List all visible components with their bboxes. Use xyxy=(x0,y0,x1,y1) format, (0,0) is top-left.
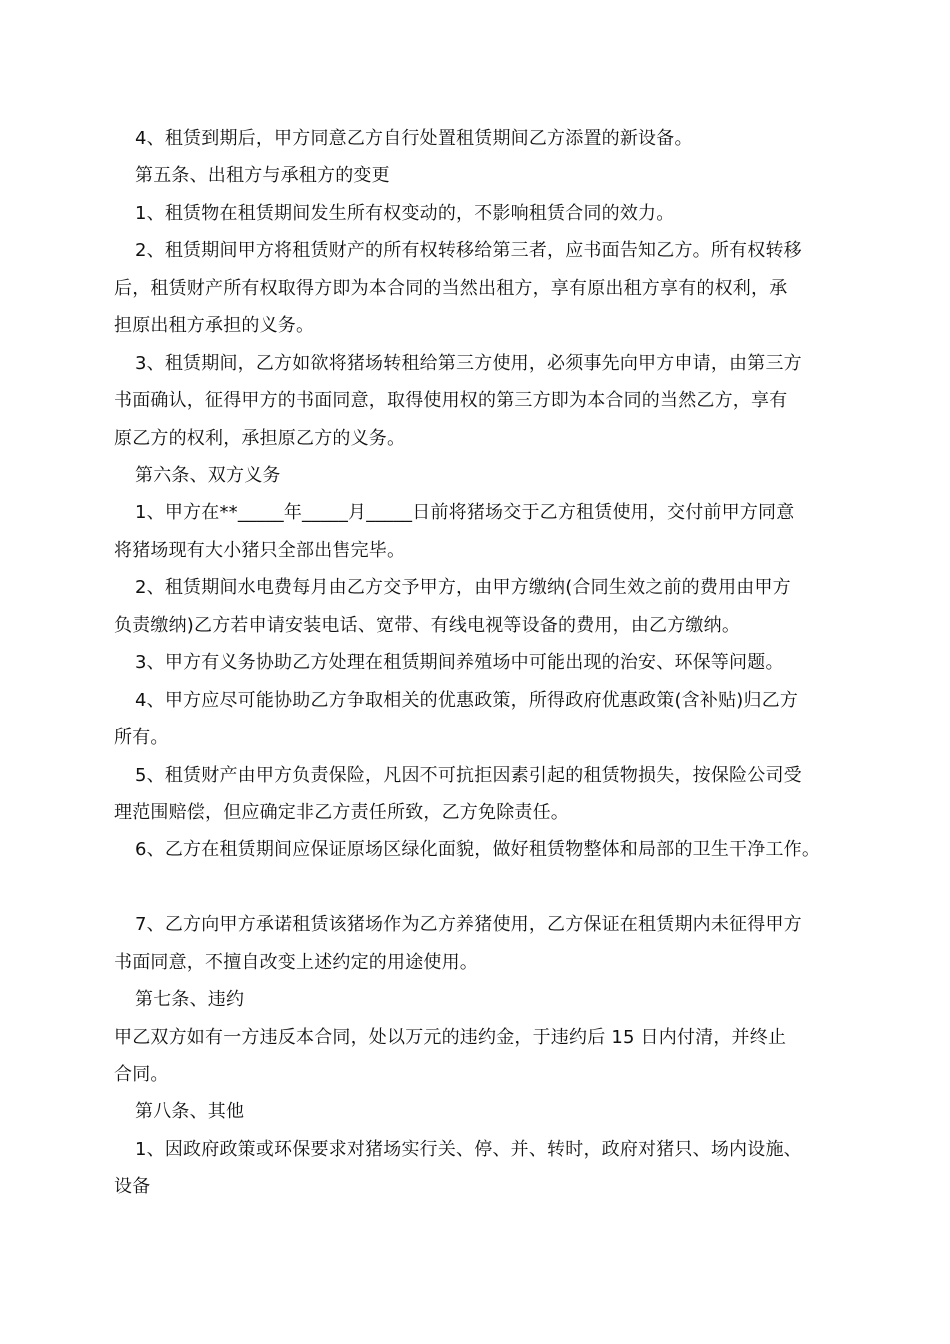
article-7-heading: 第七条、违约 xyxy=(135,989,245,1010)
clause-5-2-line-2: 后，租赁财产所有权取得方即为本合同的当然出租方，享有原出租方享有的权利，承 xyxy=(114,278,788,299)
clause-6-4-line-2: 所有。 xyxy=(114,727,169,748)
clause-5-2-line-1: 2、租赁期间甲方将租赁财产的所有权转移给第三者，应书面告知乙方。所有权转移 xyxy=(135,240,802,261)
clause-6-6: 6、乙方在租赁期间应保证原场区绿化面貌，做好租赁物整体和局部的卫生干净工作。 xyxy=(135,839,821,860)
clause-6-2-line-2: 负责缴纳)乙方若申请安装电话、宽带、有线电视等设备的费用，由乙方缴纳。 xyxy=(114,615,741,636)
article-6-heading: 第六条、双方义务 xyxy=(135,465,281,486)
clause-5-3-line-3: 原乙方的权利，承担原乙方的义务。 xyxy=(114,428,406,449)
clause-6-1-line-2: 将猪场现有大小猪只全部出售完毕。 xyxy=(114,540,406,561)
clause-6-5-line-1: 5、租赁财产由甲方负责保险，凡因不可抗拒因素引起的租赁物损失，按保险公司受 xyxy=(135,765,802,786)
clause-5-3-line-1: 3、租赁期间，乙方如欲将猪场转租给第三方使用，必须事先向甲方申请，由第三方 xyxy=(135,353,802,374)
clause-6-7-line-1: 7、乙方向甲方承诺租赁该猪场作为乙方养猪使用，乙方保证在租赁期内未征得甲方 xyxy=(135,914,802,935)
clause-5-3-line-2: 书面确认，征得甲方的书面同意，取得使用权的第三方即为本合同的当然乙方，享有 xyxy=(114,390,788,411)
clause-5-2-line-3: 担原出租方承担的义务。 xyxy=(114,315,315,336)
clause-6-3: 3、甲方有义务协助乙方处理在租赁期间养殖场中可能出现的治安、环保等问题。 xyxy=(135,652,784,673)
clause-6-4-line-1: 4、甲方应尽可能协助乙方争取相关的优惠政策，所得政府优惠政策(含补贴)归乙方 xyxy=(135,690,799,711)
clause-8-1-line-2: 设备 xyxy=(114,1176,151,1197)
clause-8-1-line-1: 1、因政府政策或环保要求对猪场实行关、停、并、转时，政府对猪只、场内设施、 xyxy=(135,1139,802,1160)
article-8-heading: 第八条、其他 xyxy=(135,1101,245,1122)
clause-6-1-line-1: 1、甲方在**_____年_____月_____日前将猪场交于乙方租赁使用，交付前甲方同意 xyxy=(135,502,795,523)
article-7-body-line-2: 合同。 xyxy=(114,1064,169,1085)
article-7-body-line-1: 甲乙双方如有一方违反本合同，处以万元的违约金，于违约后 15 日内付清，并终止 xyxy=(114,1027,787,1048)
article-5-heading: 第五条、出租方与承租方的变更 xyxy=(135,165,390,186)
clause-6-2-line-1: 2、租赁期间水电费每月由乙方交予甲方，由甲方缴纳(合同生效之前的费用由甲方 xyxy=(135,577,791,598)
clause-4-1-expiry-equipment: 4、租赁到期后，甲方同意乙方自行处置租赁期间乙方添置的新设备。 xyxy=(135,128,693,149)
clause-5-1: 1、租赁物在租赁期间发生所有权变动的，不影响租赁合同的效力。 xyxy=(135,203,675,224)
clause-6-5-line-2: 理范围赔偿，但应确定非乙方责任所致，乙方免除责任。 xyxy=(114,802,569,823)
clause-6-7-line-2: 书面同意，不擅自改变上述约定的用途使用。 xyxy=(114,952,478,973)
